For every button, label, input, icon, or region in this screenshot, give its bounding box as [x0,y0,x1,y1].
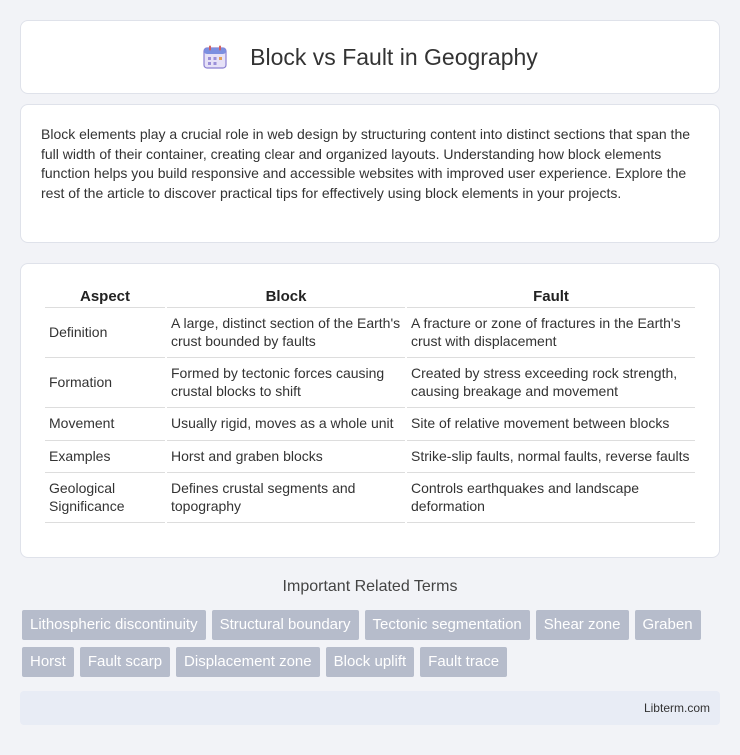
calendar-icon [202,44,228,70]
table-cell: Created by stress exceeding rock strength, causing breakage and movement [407,358,695,408]
column-header-aspect: Aspect [45,284,165,308]
tag-block-uplift[interactable]: Block uplift [326,647,415,677]
comparison-table-card [20,263,720,558]
table-cell: Geological Significance [45,473,165,523]
tag-horst[interactable]: Horst [22,647,74,677]
table-cell: Formed by tectonic forces causing crustal blocks to shift [167,358,405,408]
intro-text: Block elements play a crucial role in web design by structuring content into distinct sections that span the full width of their container, creating clear and organized layouts. Understanding how block elements function helps you build responsive and accessible websites with improved user experience. Explore the rest of the article to discover practical tips for effectively using block elements in your projects. [41,126,691,201]
comparison-table [43,284,697,523]
table-cell: Definition [45,308,165,358]
table-cell: A fracture or zone of fractures in the Earth's crust with displacement [407,308,695,358]
table-cell: Strike-slip faults, normal faults, reverse faults [407,441,695,474]
table-cell: Formation [45,358,165,408]
page-title: Block vs Fault in Geography [250,43,538,70]
table-cell: Controls earthquakes and landscape deformation [407,473,695,523]
related-terms-title: Important Related Terms [282,578,458,595]
tag-shear-zone[interactable]: Shear zone [536,610,629,640]
table-header-row [45,284,695,308]
table-row [45,473,695,523]
tag-displacement-zone[interactable]: Displacement zone [176,647,320,677]
footer [20,691,720,725]
tag-graben[interactable]: Graben [635,610,701,640]
related-terms-tags [22,610,722,677]
table-cell: Movement [45,408,165,441]
table-cell: Horst and graben blocks [167,441,405,474]
tag-fault-scarp[interactable]: Fault scarp [80,647,170,677]
table-cell: Usually rigid, moves as a whole unit [167,408,405,441]
tag-lithospheric-discontinuity[interactable]: Lithospheric discontinuity [22,610,206,640]
column-header-block: Block [167,284,405,308]
table-cell: A large, distinct section of the Earth's crust bounded by faults [167,308,405,358]
table-cell: Defines crustal segments and topography [167,473,405,523]
table-row [45,358,695,408]
tag-tectonic-segmentation[interactable]: Tectonic segmentation [365,610,530,640]
table-cell: Examples [45,441,165,474]
header-card [20,20,720,94]
footer-site-link[interactable]: Libterm.com [643,701,710,715]
intro-card [20,104,720,243]
table-row [45,408,695,441]
table-row [45,308,695,358]
tag-structural-boundary[interactable]: Structural boundary [212,610,359,640]
table-cell: Site of relative movement between blocks [407,408,695,441]
tag-fault-trace[interactable]: Fault trace [420,647,507,677]
table-row [45,441,695,474]
column-header-fault: Fault [407,284,695,308]
